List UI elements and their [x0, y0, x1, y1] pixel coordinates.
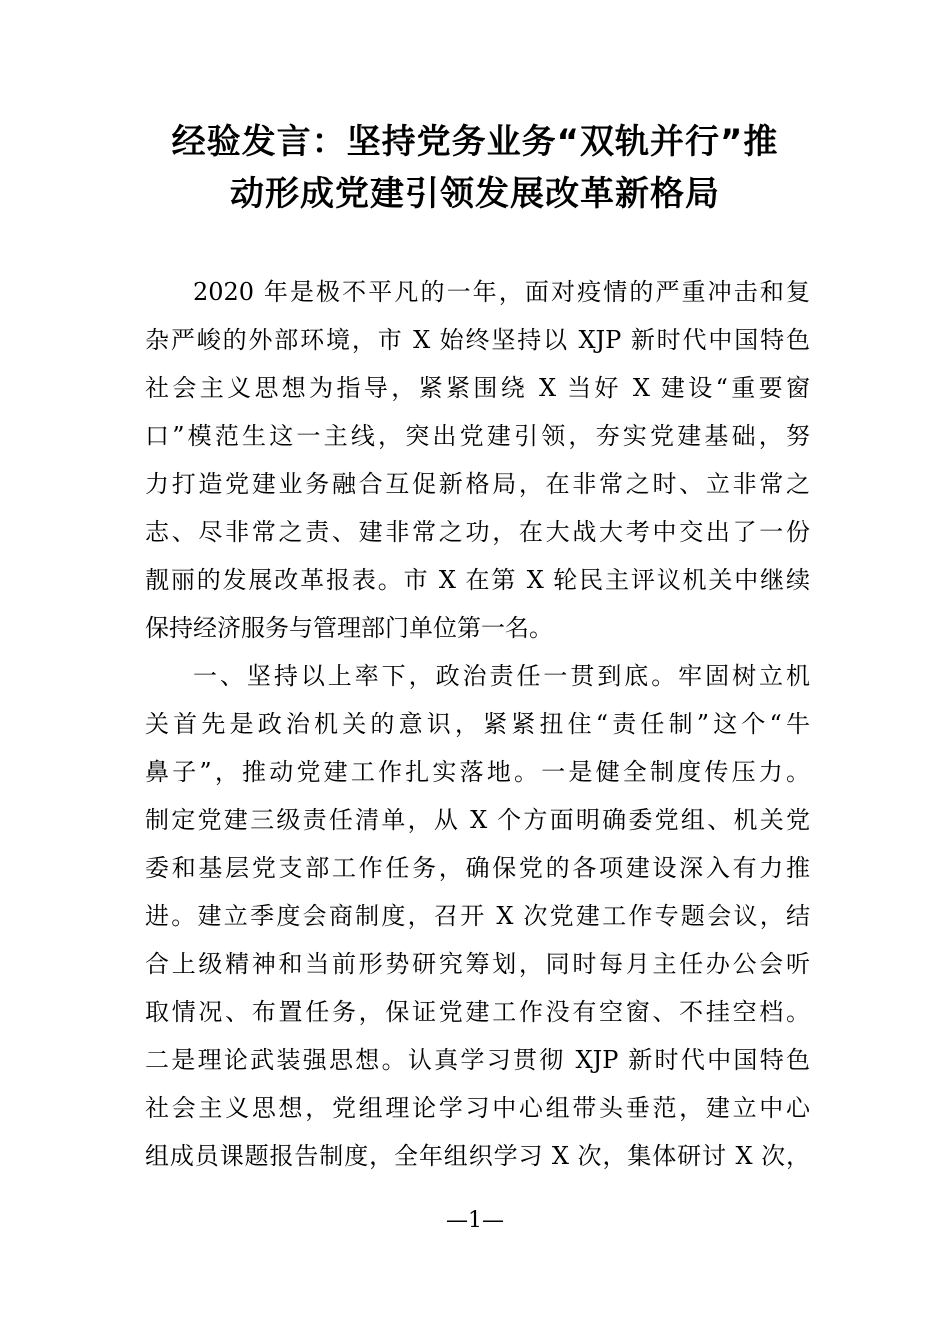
page-number: —1— — [446, 1208, 504, 1233]
paragraph-line: 关首先是政治机关的意识，紧紧扭住“责任制”这个“牛 — [145, 710, 810, 738]
title-line: 动形成党建引领发展改革新格局 — [230, 174, 720, 214]
title-line: 经验发言：坚持党务业务“双轨并行”推 — [171, 122, 779, 162]
paragraph-line: 口”模范生这一主线，突出党建引领，夯实党建基础，努 — [145, 422, 810, 450]
paragraph-line: 靓丽的发展改革报表。市 X 在第 X 轮民主评议机关中继续 — [145, 566, 810, 594]
paragraph-line: 志、尽非常之责、建非常之功，在大战大考中交出了一份 — [145, 518, 810, 546]
paragraph-line: 一、坚持以上率下，政治责任一贯到底。牢固树立机 — [193, 662, 810, 690]
document-title — [130, 116, 820, 220]
paragraph-line: 社会主义思想，党组理论学习中心组带头垂范，建立中心 — [145, 1094, 810, 1122]
paragraph-line: 制定党建三级责任清单，从 X 个方面明确委党组、机关党 — [145, 806, 810, 834]
paragraph-line: 社会主义思想为指导，紧紧围绕 X 当好 X 建设“重要窗 — [145, 374, 810, 402]
document-body — [145, 268, 810, 1180]
paragraph-line: 取情况、布置任务，保证党建工作没有空窗、不挂空档。 — [145, 998, 810, 1026]
paragraph-line: 委和基层党支部工作任务，确保党的各项建设深入有力推 — [145, 854, 810, 882]
paragraph-line: 鼻子”，推动党建工作扎实落地。一是健全制度传压力。 — [145, 758, 810, 786]
paragraph-line: 保持经济服务与管理部门单位第一名。 — [145, 614, 553, 642]
paragraph-line: 2020 年是极不平凡的一年，面对疫情的严重冲击和复 — [193, 278, 810, 306]
paragraph-line: 合上级精神和当前形势研究筹划，同时每月主任办公会听 — [145, 950, 810, 978]
paragraph-line: 进。建立季度会商制度，召开 X 次党建工作专题会议，结 — [145, 902, 810, 930]
paragraph-line: 组成员课题报告制度，全年组织学习 X 次，集体研讨 X 次， — [145, 1142, 810, 1170]
paragraph-line: 力打造党建业务融合互促新格局，在非常之时、立非常之 — [145, 470, 810, 498]
paragraph-line: 二是理论武装强思想。认真学习贯彻 XJP 新时代中国特色 — [145, 1046, 810, 1074]
paragraph-line: 杂严峻的外部环境，市 X 始终坚持以 XJP 新时代中国特色 — [145, 326, 810, 354]
